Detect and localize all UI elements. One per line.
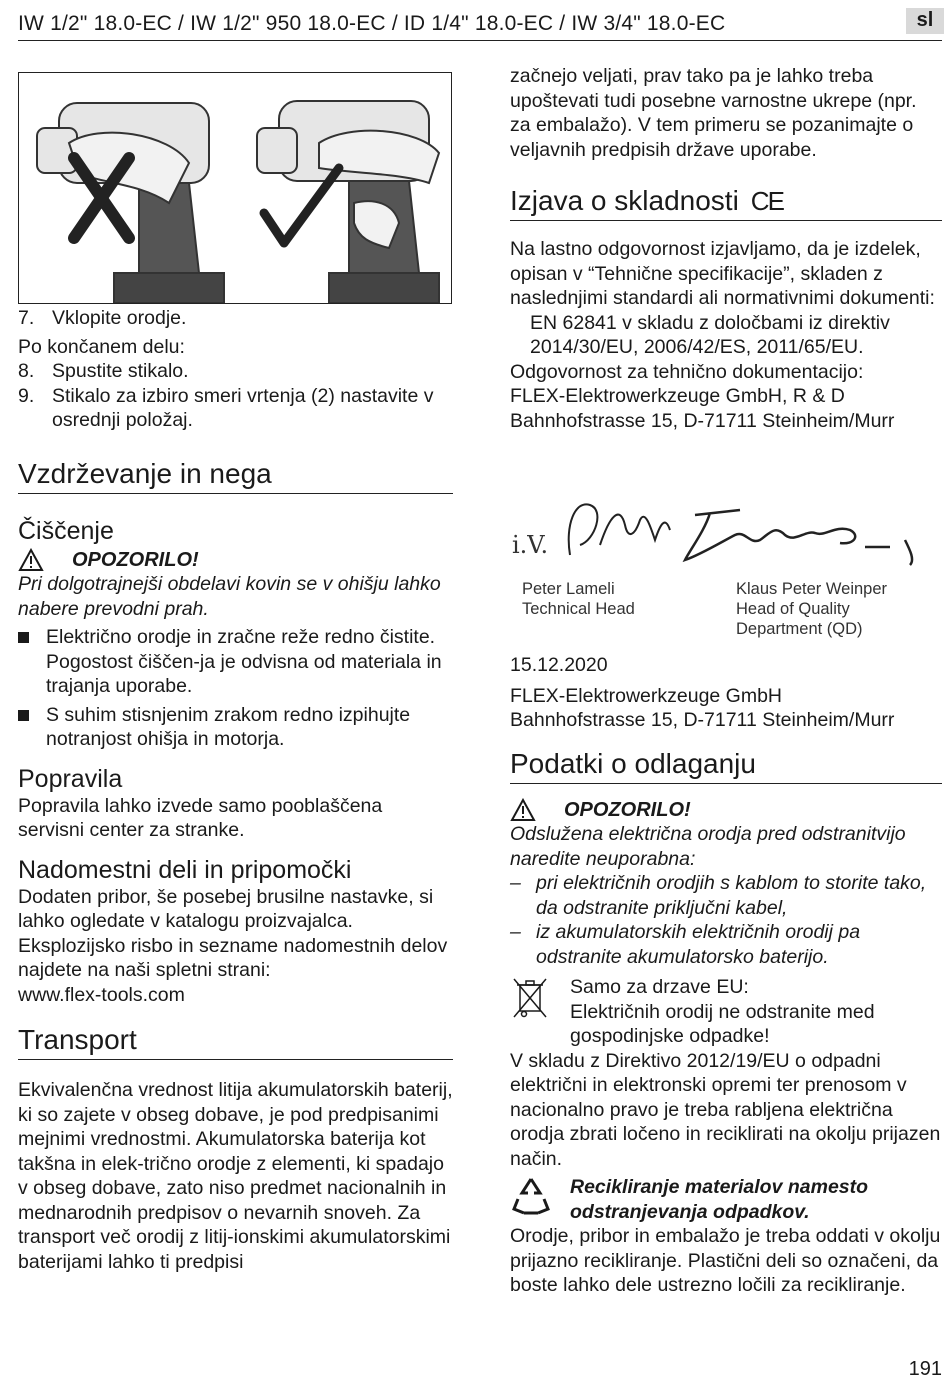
disposal-warning-row [510, 798, 942, 823]
header-divider [18, 40, 942, 41]
signer-role: Technical Head [522, 600, 635, 618]
disposal-item [510, 871, 942, 920]
page-number: 191 [908, 1358, 942, 1380]
warning-text: Pri dolgotrajnejši obdelavi kovin se v ohišju lahko nabere prevodni prah. [18, 573, 441, 620]
crossed-bin-icon [510, 975, 550, 1023]
conformity-title: Izjava o skladnosti [510, 185, 739, 216]
disposal-item [510, 920, 942, 969]
after-work-label: Po končanem delu: [18, 335, 185, 358]
spare-parts-text-2: Eksplozijsko risbo in sezname nadomestnih delov najdete na naši spletni strani: [18, 934, 448, 981]
document-header-title: IW 1/2" 18.0-EC / IW 1/2" 950 18.0-EC / ID 1/4" 18.0-EC / IW 3/4" 18.0-EC [18, 12, 726, 35]
step-text: Vklopite orodje. [52, 307, 187, 329]
eu-only-label: Samo za drzave EU: [570, 976, 749, 998]
tool-grip-illustration [18, 72, 452, 304]
step-number: 8. [18, 360, 35, 382]
dash-marker: – [510, 872, 521, 894]
company-name: FLEX-Elektrowerkzeuge GmbH [510, 684, 783, 707]
step-7 [18, 306, 453, 331]
repairs-heading: Popravila [18, 764, 123, 793]
grip-illustration-svg [19, 73, 451, 303]
warning-triangle-icon [510, 798, 536, 822]
cleaning-bullet [18, 625, 453, 699]
step-text: Stikalo za izbiro smeri vrtenja (2) nastavite v osrednji položaj. [52, 384, 434, 431]
bullet-text: Električno orodje in zračne reže redno čistite. Pogostost čiščen-ja je odvisna od materiala in trajanja uporabe. [46, 626, 442, 697]
step-number: 9. [18, 384, 35, 407]
transport-continued-text: začnejo veljati, prav tako pa je lahko treba upoštevati tudi posebne varnostne ukrepe (npr. za embalažo). V tem primeru se pozanimajte o veljavnih predpisih države uporabe. [510, 65, 917, 161]
website-link[interactable]: www.flex-tools.com [18, 983, 185, 1006]
bullet-square-icon [18, 710, 29, 721]
right-column-top [510, 64, 942, 433]
transport-text: Ekvivalenčna vrednost litija akumulatorskih baterij, ki so zajete v obseg dobave, je pod predpisanimi mejnimi vrednostmi. Akumulatorska baterija kot takšna in elek-trično orodje z elementi, ki spadajo v obseg dobave, zato niso predmet nacionalnih in mednarodnih predpisov o nevarnih snoveh. Za transport več orodij z litij-ionskimi akumulatorskimi baterijami lahko ti predpisi [18, 1079, 453, 1273]
spare-parts-text: Dodaten pribor, še posebej brusilne nastavke, si lahko ogledate v katalogu proizvajalca. [18, 885, 434, 932]
weee-directive-text: V skladu z Direktivo 2012/19/EU o odpadni električni in elektronski opremi ter prenosom v nacionalno pravo je treba rabljena električna orodja zbrati ločeno in reciklirati na okolju prijazen način. [510, 1049, 941, 1170]
signer-role-2: Department (QD) [736, 620, 863, 638]
weee-row [510, 975, 942, 1049]
recycle-icon [510, 1175, 552, 1217]
conformity-heading [510, 184, 942, 221]
disposal-item-text: pri električnih orodjih s kablom to storite tako, da odstranite priključni kabel, [536, 872, 927, 919]
left-column [18, 306, 453, 1274]
responsibility-label: Odgovornost za tehnično dokumentacijo: [510, 360, 864, 383]
recycle-row [510, 1175, 942, 1224]
step-9 [18, 384, 453, 433]
spare-parts-heading: Nadomestni deli in pripomočki [18, 855, 352, 884]
cleaning-warning [18, 548, 453, 573]
declaration-date: 15.12.2020 [510, 654, 608, 676]
repairs-text: Popravila lahko izvede samo pooblaščena servisni center za stranke. [18, 794, 383, 841]
eu-disposal-text: Električnih orodij ne odstranite med gospodinjske odpadke! [570, 1000, 875, 1047]
signatures-block [510, 485, 942, 645]
recycle-text: Orodje, pribor in embalažo je treba oddati v okolju prijazno recikliranje. Plastični deli so označeni, da boste lahko dele ustrezno ločili za recikliranje. [510, 1225, 941, 1296]
cleaning-heading: Čiščenje [18, 516, 114, 545]
step-text: Spustite stikalo. [52, 360, 189, 382]
signer-role: Head of Quality [736, 600, 850, 618]
warning-triangle-icon [18, 548, 44, 572]
ce-mark-icon: CE [750, 186, 783, 216]
step-8 [18, 359, 453, 384]
step-number: 7. [18, 307, 35, 329]
dash-marker: – [510, 921, 521, 943]
cleaning-bullet [18, 703, 453, 752]
warning-label: OPOZORILO! [72, 548, 199, 571]
responsibility-name: FLEX-Elektrowerkzeuge GmbH, R & D [510, 385, 845, 407]
signature-prefix: i.V. [512, 531, 549, 559]
right-column-bottom [510, 653, 942, 1298]
bullet-square-icon [18, 632, 29, 643]
disposal-heading: Podatki o odlaganju [510, 747, 942, 784]
company-address: Bahnhofstrasse 15, D-71711 Steinheim/Murr [510, 709, 895, 731]
language-badge: sl [906, 8, 944, 34]
bullet-text: S suhim stisnjenim zrakom redno izpihujte notranjost ohišja in motorja. [46, 703, 411, 750]
recycle-heading: Recikliranje materialov namesto odstranjevanja odpadkov. [570, 1176, 869, 1223]
disposal-item-text: iz akumulatorskih električnih orodij pa odstranite akumulatorsko baterijo. [536, 921, 861, 968]
maintenance-heading: Vzdrževanje in nega [18, 457, 453, 494]
conformity-standard: EN 62841 v skladu z določbami iz direktiv 2014/30/EU, 2006/42/ES, 2011/65/EU. [530, 311, 890, 358]
responsibility-address: Bahnhofstrasse 15, D-71711 Steinheim/Murr [510, 409, 895, 432]
disposal-warning-text: Odslužena električna orodja pred odstranitvijo naredite neuporabna: [510, 823, 906, 870]
transport-heading: Transport [18, 1023, 453, 1060]
conformity-text: Na lastno odgovornost izjavljamo, da je izdelek, opisan v “Tehnične specifikacije”, skladen z naslednjimi standardi ali normativnimi dokumenti: [510, 238, 935, 309]
warning-label: OPOZORILO! [564, 798, 691, 821]
signer-name: Klaus Peter Weinper [736, 580, 888, 598]
signer-name: Peter Lameli [522, 580, 615, 598]
handwritten-signatures [510, 485, 942, 585]
